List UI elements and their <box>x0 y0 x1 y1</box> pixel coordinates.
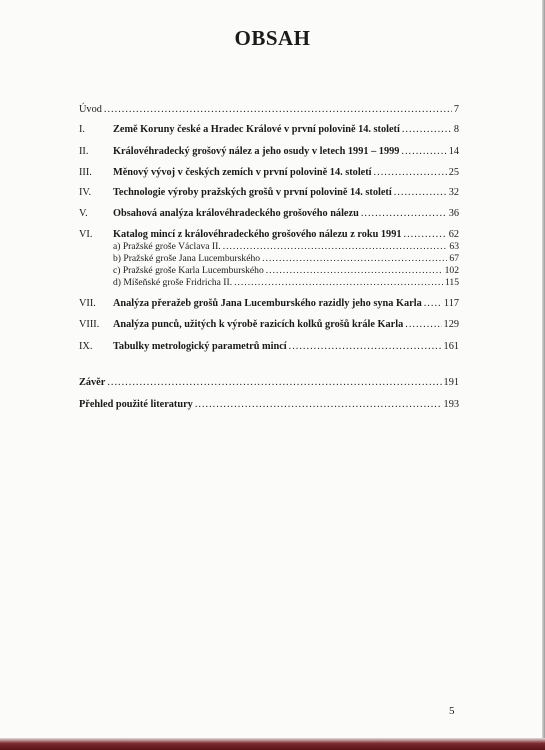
toc-chapter-number: II. <box>79 146 89 157</box>
toc-page-number: 36 <box>448 208 459 219</box>
toc-entry-title: Královéhradecký grošový nález a jeho osudy v letech 1991 – 1999 <box>113 146 400 157</box>
toc-page-number: 25 <box>448 167 459 178</box>
toc-entry <box>79 277 459 289</box>
toc-leader-dots <box>262 253 447 265</box>
toc-entry <box>79 399 459 411</box>
toc-entry <box>79 253 459 265</box>
toc-leader-dots <box>405 319 441 331</box>
toc-entry-title: Technologie výroby pražských grošů v první polovině 14. století <box>113 187 392 198</box>
toc-entry-title: Přehled použité literatury <box>79 399 193 410</box>
toc-entry-title: c) Pražské groše Karla Lucemburského <box>113 265 264 276</box>
toc-page-number: 8 <box>453 124 459 135</box>
toc-page-number: 102 <box>444 265 459 276</box>
toc-entry <box>79 319 459 331</box>
toc-page-number: 161 <box>443 341 459 352</box>
toc-entry <box>79 241 459 253</box>
toc-entry <box>79 377 459 389</box>
toc-leader-dots <box>266 265 443 277</box>
toc-leader-dots <box>424 298 442 310</box>
toc-page-number: 32 <box>448 187 459 198</box>
toc-entry-title: Analýza přeražeb grošů Jana Lucemburského razidly jeho syna Karla <box>113 298 422 309</box>
toc-entry <box>79 298 459 310</box>
toc-entry-title: b) Pražské groše Jana Lucemburského <box>113 253 261 264</box>
toc-chapter-number: I. <box>79 124 86 135</box>
toc-entry <box>79 341 459 353</box>
toc-entry <box>79 167 459 179</box>
toc-leader-dots <box>401 146 446 158</box>
toc-entry-title: Tabulky metrologický parametrů mincí <box>113 341 287 352</box>
page-title: OBSAH <box>234 26 311 50</box>
toc-page-number: 63 <box>449 241 459 252</box>
toc-page-number: 7 <box>453 104 459 115</box>
toc-chapter-number: VIII. <box>79 319 100 330</box>
toc-page-number: 117 <box>443 298 459 309</box>
toc-chapter-number: V. <box>79 208 88 219</box>
toc-entry-title: Analýza punců, užitých k výrobě razicích kolků grošů krále Karla <box>113 319 404 330</box>
toc-entry <box>79 229 459 241</box>
toc-page-number: 14 <box>448 146 459 157</box>
book-cover-edge <box>0 738 545 750</box>
toc-entry <box>79 187 459 199</box>
toc-chapter-number: IX. <box>79 341 93 352</box>
toc-leader-dots <box>234 277 443 289</box>
toc-entry <box>79 265 459 277</box>
toc-leader-dots <box>404 229 447 241</box>
toc-entry <box>79 146 459 158</box>
toc-entry-title: Závěr <box>79 377 106 388</box>
toc-page-number: 191 <box>443 377 459 388</box>
toc-page-number: 193 <box>443 399 459 410</box>
toc-leader-dots <box>289 341 442 353</box>
toc-entry-title: d) Míšeňské groše Fridricha II. <box>113 277 233 288</box>
toc-entry <box>79 124 459 136</box>
toc-entry <box>79 104 459 116</box>
toc-page-number: 115 <box>444 277 459 288</box>
toc-leader-dots <box>394 187 447 199</box>
toc-chapter-number: IV. <box>79 187 92 198</box>
toc-entry-title: Obsahová analýza královéhradeckého grošového nálezu <box>113 208 359 219</box>
toc-entry <box>79 208 459 220</box>
toc-entry-title: Země Koruny české a Hradec Králové v první polovině 14. století <box>113 124 400 135</box>
toc-entry-title: Měnový vývoj v českých zemích v první polovině 14. století <box>113 167 372 178</box>
toc-page-number: 67 <box>449 253 459 264</box>
toc-leader-dots <box>374 167 447 179</box>
toc-entry-title: a) Pražské groše Václava II. <box>113 241 221 252</box>
toc-chapter-number: III. <box>79 167 92 178</box>
toc-leader-dots <box>361 208 447 220</box>
page-number: 5 <box>449 705 455 717</box>
toc-leader-dots <box>107 377 441 389</box>
toc-page-number: 62 <box>448 229 459 240</box>
toc-leader-dots <box>195 399 442 411</box>
toc-entry-title: Úvod <box>79 104 102 115</box>
toc-leader-dots <box>223 241 448 253</box>
toc-entry-title: Katalog mincí z královéhradeckého grošového nálezu z roku 1991 <box>113 229 402 240</box>
toc-leader-dots <box>104 104 452 116</box>
toc-leader-dots <box>402 124 452 136</box>
toc-chapter-number: VI. <box>79 229 93 240</box>
toc-chapter-number: VII. <box>79 298 96 309</box>
toc-page-number: 129 <box>443 319 459 330</box>
